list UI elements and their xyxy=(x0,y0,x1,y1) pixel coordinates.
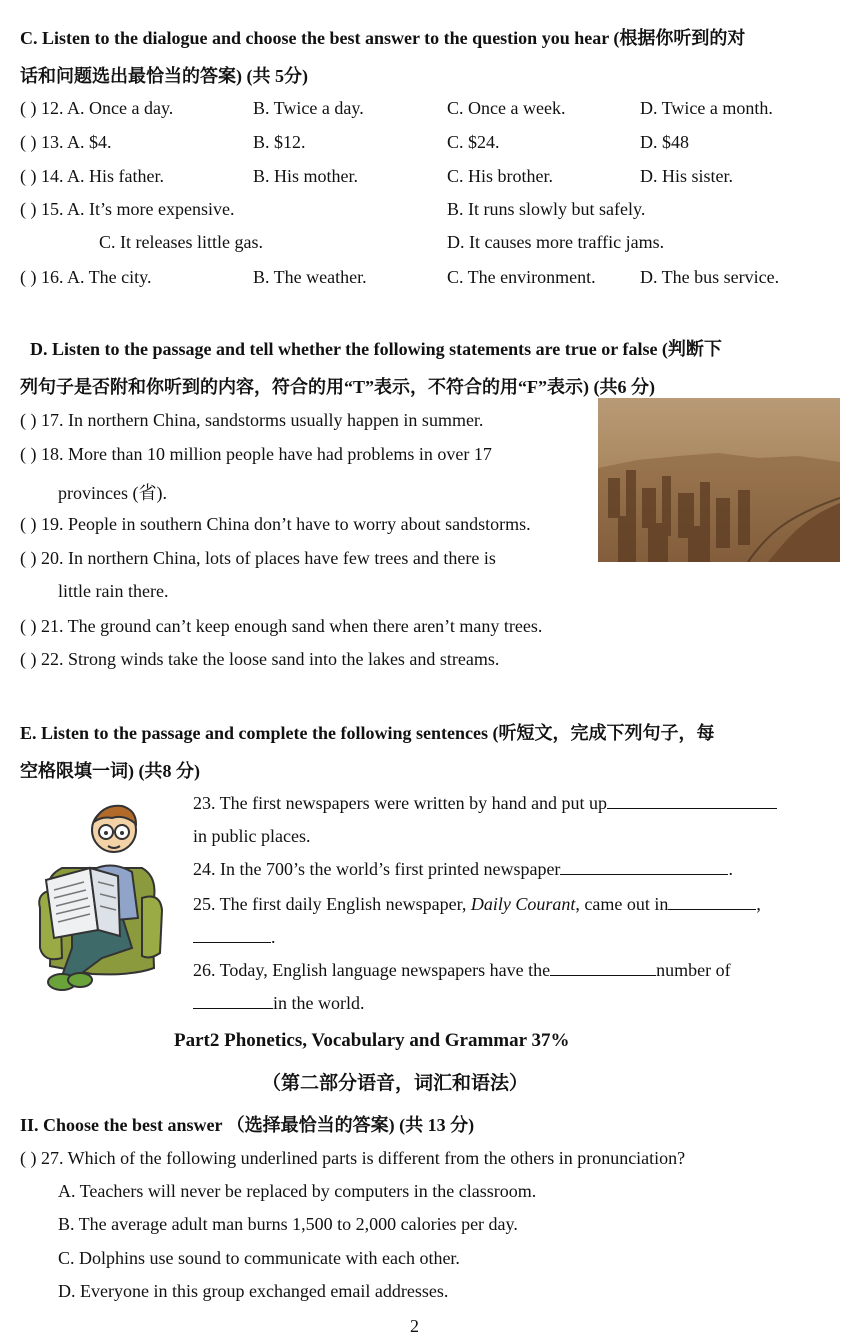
q15-option-c: C. It releases little gas. xyxy=(99,232,263,252)
q26-text-3: in the world. xyxy=(273,993,365,1013)
q26-text: 26. Today, English language newspapers have the xyxy=(193,960,551,980)
q23-text: 23. The first newspapers were written by hand and put up xyxy=(193,793,608,813)
q26-blank-1[interactable] xyxy=(550,961,656,976)
part2-title: Part2 Phonetics, Vocabulary and Grammar 37% xyxy=(174,1030,570,1051)
q24-period: . xyxy=(728,859,733,879)
q21: ( ) 21. The ground can’t keep enough sand when there aren’t many trees. xyxy=(20,616,543,636)
q25-period: . xyxy=(271,927,276,947)
q16-option-d: D. The bus service. xyxy=(640,267,780,287)
q12-option-c: C. Once a week. xyxy=(447,98,566,118)
q27-option-c: C. Dolphins use sound to communicate with each other. xyxy=(58,1248,460,1268)
section-ii-heading: II. Choose the best answer （选择最恰当的答案) (共 13 分) xyxy=(20,1115,475,1135)
q13-option-b: B. $12. xyxy=(253,132,306,152)
q25-blank-1[interactable] xyxy=(668,895,756,910)
q22: ( ) 22. Strong winds take the loose sand into the lakes and streams. xyxy=(20,649,500,669)
q14-stem: ( ) 14. A. His father. xyxy=(20,166,164,186)
q26-line2 xyxy=(193,993,365,1014)
q25-comma: , xyxy=(756,894,761,914)
q20-line1: ( ) 20. In northern China, lots of places have few trees and there is xyxy=(20,548,496,568)
section-e-heading-line2: 空格限填一词) (共8 分) xyxy=(20,761,200,781)
section-c-heading-line2: 话和问题选出最恰当的答案) (共 5分) xyxy=(20,66,308,86)
q18-line1: ( ) 18. More than 10 million people have had problems in over 17 xyxy=(20,444,492,464)
q23-line1 xyxy=(193,793,777,814)
q16-option-c: C. The environment. xyxy=(447,267,596,287)
q20-line2: little rain there. xyxy=(58,581,169,601)
q16-option-b: B. The weather. xyxy=(253,267,367,287)
page-number: 2 xyxy=(410,1316,419,1336)
section-d-heading-line1: D. Listen to the passage and tell whether the following statements are true or false (判断下 xyxy=(30,339,722,359)
q27-stem: ( ) 27. Which of the following underlined parts is different from the others in pronunciation? xyxy=(20,1148,686,1168)
q24-blank[interactable] xyxy=(560,860,728,875)
man-reading-newspaper-illustration xyxy=(32,798,168,994)
q25-line2 xyxy=(193,927,276,948)
q15-option-d: D. It causes more traffic jams. xyxy=(447,232,665,252)
q13-option-d: D. $48 xyxy=(640,132,689,152)
q18-line2: provinces (省). xyxy=(58,483,167,503)
q25-line1 xyxy=(193,894,761,915)
q27-option-a: A. Teachers will never be replaced by computers in the classroom. xyxy=(58,1181,537,1201)
q23-blank[interactable] xyxy=(607,794,777,809)
q14-option-d: D. His sister. xyxy=(640,166,734,186)
part2-subtitle: （第二部分语音，词汇和语法） xyxy=(262,1073,529,1094)
q27-option-b: B. The average adult man burns 1,500 to 2,000 calories per day. xyxy=(58,1214,518,1234)
q24-text: 24. In the 700’s the world’s first printed newspaper xyxy=(193,859,561,879)
q14-option-c: C. His brother. xyxy=(447,166,553,186)
q12-option-b: B. Twice a day. xyxy=(253,98,364,118)
section-e-heading-line1: E. Listen to the passage and complete the following sentences (听短文，完成下列句子，每 xyxy=(20,723,715,743)
q19: ( ) 19. People in southern China don’t have to worry about sandstorms. xyxy=(20,514,531,534)
q12-stem: ( ) 12. A. Once a day. xyxy=(20,98,174,118)
q12-option-d: D. Twice a month. xyxy=(640,98,773,118)
q26-blank-2[interactable] xyxy=(193,994,273,1009)
q25-text-2: , came out in xyxy=(575,894,669,914)
q23-line2: in public places. xyxy=(193,826,311,846)
q14-option-b: B. His mother. xyxy=(253,166,359,186)
section-c-heading-line1: C. Listen to the dialogue and choose the best answer to the question you hear (根据你听到的对 xyxy=(20,28,746,48)
section-d-heading-line2: 列句子是否附和你听到的内容，符合的用“T”表示，不符合的用“F”表示) (共6 分) xyxy=(20,377,655,397)
q25-text: 25. The first daily English newspaper, xyxy=(193,894,471,914)
q24-line xyxy=(193,859,733,880)
q27-option-d: D. Everyone in this group exchanged email addresses. xyxy=(58,1281,449,1301)
q16-stem: ( ) 16. A. The city. xyxy=(20,267,152,287)
q13-stem: ( ) 13. A. $4. xyxy=(20,132,112,152)
q17: ( ) 17. In northern China, sandstorms usually happen in summer. xyxy=(20,410,484,430)
q25-newspaper-title: Daily Courant xyxy=(470,894,576,914)
sandstorm-city-photo xyxy=(598,398,840,562)
q26-line1 xyxy=(193,960,731,981)
q15-stem: ( ) 15. A. It’s more expensive. xyxy=(20,199,235,219)
q13-option-c: C. $24. xyxy=(447,132,500,152)
q15-option-b: B. It runs slowly but safely. xyxy=(447,199,646,219)
q26-text-2: number of xyxy=(656,960,731,980)
q25-blank-2[interactable] xyxy=(193,928,271,943)
